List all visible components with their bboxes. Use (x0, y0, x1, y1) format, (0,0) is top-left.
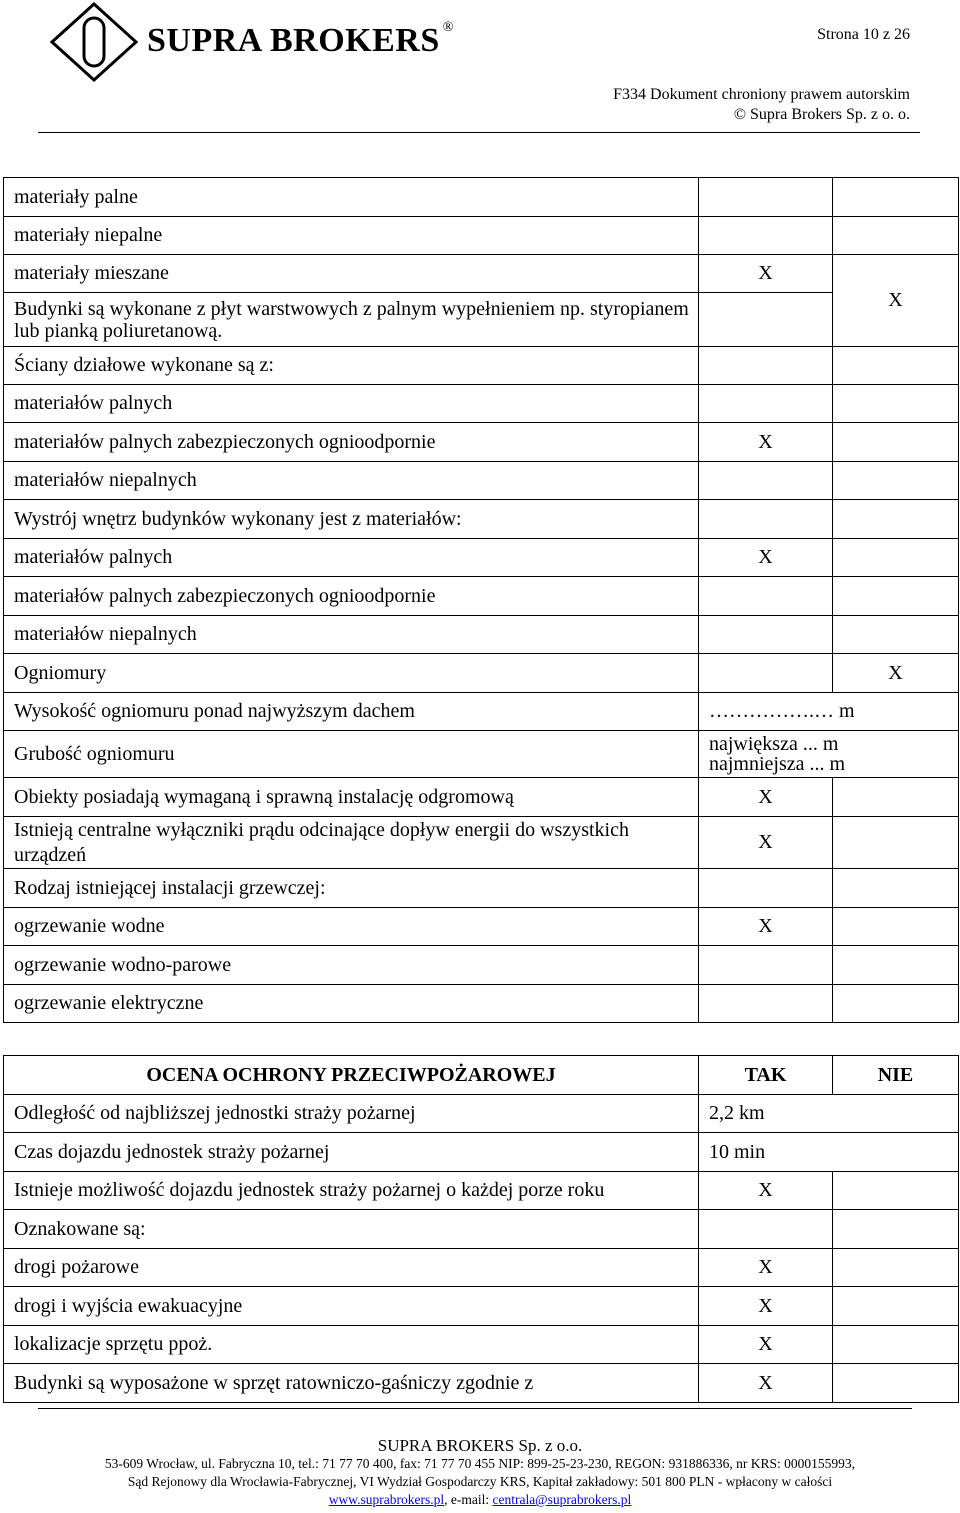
tak-cell: X (699, 1287, 833, 1326)
tak-cell: X (699, 1172, 833, 1210)
nie-cell (833, 817, 959, 869)
table-row (4, 1287, 959, 1326)
nie-cell (833, 778, 959, 817)
footer-contact (0, 1492, 960, 1508)
nie-cell: X (833, 654, 959, 693)
nie-cell (833, 616, 959, 654)
email-link[interactable]: centrala@suprabrokers.pl (492, 1492, 632, 1507)
table-row (4, 255, 959, 293)
tak-cell: X (699, 539, 833, 577)
tak-cell (699, 217, 833, 255)
tak-cell: X (699, 423, 833, 462)
row-label: lokalizacje sprzętu ppoż. (4, 1326, 699, 1364)
nie-cell (833, 347, 959, 385)
row-label: Odległość od najbliższej jednostki straży pożarnej (4, 1095, 699, 1133)
nie-cell: X (833, 255, 959, 347)
table-row (4, 908, 959, 946)
thickness-min: najmniejsza ... m (709, 753, 846, 775)
nie-cell (833, 1287, 959, 1326)
nie-cell (833, 869, 959, 908)
footer-court: Sąd Rejonowy dla Wrocławia-Fabrycznej, VI Wydział Gospodarczy KRS, Kapitał zakładowy: 501 800 PLN - wpłacony w całości (127, 1474, 833, 1489)
ogniomur-thickness-value (699, 731, 959, 778)
nie-cell (833, 500, 959, 539)
building-construction-table (3, 177, 959, 1023)
row-label: drogi pożarowe (4, 1249, 699, 1287)
row-label: materiały mieszane (4, 255, 699, 293)
tak-cell (699, 178, 833, 217)
page-number: Strona 10 z 26 (817, 26, 910, 43)
tak-cell (699, 869, 833, 908)
nie-cell (833, 385, 959, 423)
nie-cell (833, 985, 959, 1023)
table-row (4, 1364, 959, 1403)
nie-cell (833, 1172, 959, 1210)
table-header-row (4, 1056, 959, 1095)
copyright-notice: F334 Dokument chroniony prawem autorskim (613, 86, 910, 103)
table-row (4, 423, 959, 462)
brand-name: SUPRA BROKERS ® (147, 20, 454, 59)
tak-header: TAK (699, 1056, 833, 1095)
row-label: Czas dojazdu jednostek straży pożarnej (4, 1133, 699, 1172)
nie-cell (833, 539, 959, 577)
table-row (4, 693, 959, 731)
row-label: Rodzaj istniejącej instalacji grzewczej: (4, 869, 699, 908)
tak-cell: X (699, 255, 833, 293)
tak-cell (699, 347, 833, 385)
nie-header: NIE (833, 1056, 959, 1095)
nie-cell (833, 1326, 959, 1364)
section-title: OCENA OCHRONY PRZECIWPOŻAROWEJ (4, 1056, 699, 1095)
tak-cell (699, 946, 833, 985)
nie-cell (833, 462, 959, 500)
row-label: materiałów palnych zabezpieczonych ognioodpornie (4, 423, 699, 462)
row-label: materiałów palnych zabezpieczonych ognioodpornie (4, 577, 699, 616)
tak-cell: X (699, 1326, 833, 1364)
tak-cell (699, 1210, 833, 1249)
supra-brokers-logo-icon (50, 2, 138, 82)
table-row (4, 1095, 959, 1133)
tak-cell (699, 616, 833, 654)
table-row (4, 1210, 959, 1249)
nie-cell (833, 1249, 959, 1287)
row-label: Oznakowane są: (4, 1210, 699, 1249)
row-label: ogrzewanie wodne (4, 908, 699, 946)
nie-cell (833, 946, 959, 985)
row-label: materiałów niepalnych (4, 462, 699, 500)
table-row (4, 654, 959, 693)
row-label: materiałów palnych (4, 539, 699, 577)
table-row (4, 385, 959, 423)
tak-cell: X (699, 908, 833, 946)
tak-cell (699, 500, 833, 539)
fire-station-distance-value: 2,2 km (699, 1095, 959, 1133)
row-label: materiały palne (4, 178, 699, 217)
row-label: ogrzewanie elektryczne (4, 985, 699, 1023)
fire-protection-table (3, 1055, 959, 1403)
nie-cell (833, 217, 959, 255)
tak-cell: X (699, 778, 833, 817)
row-label: Istnieje możliwość dojazdu jednostek straży pożarnej o każdej porze roku (4, 1172, 699, 1210)
row-label: materiałów palnych (4, 385, 699, 423)
row-label: drogi i wyjścia ewakuacyjne (4, 1287, 699, 1326)
nie-cell (833, 1210, 959, 1249)
table-row (4, 1133, 959, 1172)
table-row (4, 946, 959, 985)
header-divider (38, 132, 920, 133)
table-row (4, 1326, 959, 1364)
footer-divider (38, 1408, 912, 1409)
row-label: materiały niepalne (4, 217, 699, 255)
table-row (4, 293, 959, 347)
table-row (4, 1172, 959, 1210)
row-label: Grubość ogniomuru (4, 731, 699, 778)
table-row (4, 869, 959, 908)
website-link[interactable]: www.suprabrokers.pl (328, 1492, 445, 1507)
footer-address: 53-609 Wrocław, ul. Fabryczna 10, tel.: 71 77 70 400, fax: 71 77 70 455 NIP: 899-25-23-230, REGON: 931886336, nr KRS: 0000155993, (104, 1456, 856, 1471)
tak-cell: X (699, 1249, 833, 1287)
footer-company: SUPRA BROKERS Sp. z o.o. (377, 1436, 583, 1455)
page-header (0, 0, 960, 140)
table-row (4, 616, 959, 654)
tak-cell (699, 654, 833, 693)
table-row (4, 1249, 959, 1287)
thickness-max: największa ... m (709, 733, 839, 755)
copyright-owner: © Supra Brokers Sp. z o. o. (733, 106, 910, 123)
nie-cell (833, 908, 959, 946)
row-label: Istnieją centralne wyłączniki prądu odcinające dopływ energii do wszystkich urządzeń (4, 817, 699, 869)
row-label: Budynki są wyposażone w sprzęt ratowniczo-gaśniczy zgodnie z (4, 1364, 699, 1403)
row-label: materiałów niepalnych (4, 616, 699, 654)
row-label: Budynki są wykonane z płyt warstwowych z palnym wypełnieniem np. styropianem lub pianką poliuretanową. (4, 293, 699, 347)
table-row (4, 731, 959, 778)
email-label: , e-mail: (444, 1492, 493, 1507)
tak-cell (699, 985, 833, 1023)
table-row (4, 778, 959, 817)
row-label: Wystrój wnętrz budynków wykonany jest z materiałów: (4, 500, 699, 539)
tak-cell (699, 462, 833, 500)
row-label: ogrzewanie wodno-parowe (4, 946, 699, 985)
arrival-time-value: 10 min (699, 1133, 959, 1172)
registered-mark-icon: ® (442, 20, 454, 35)
table-row (4, 347, 959, 385)
row-label: Obiekty posiadają wymaganą i sprawną instalację odgromową (4, 778, 699, 817)
row-label: Ogniomury (4, 654, 699, 693)
tak-cell (699, 577, 833, 616)
table-row (4, 500, 959, 539)
table-row (4, 577, 959, 616)
nie-cell (833, 423, 959, 462)
row-label: Ściany działowe wykonane są z: (4, 347, 699, 385)
table-row (4, 462, 959, 500)
ogniomur-height-value: …………….… m (699, 693, 959, 731)
table-row (4, 985, 959, 1023)
tak-cell (699, 293, 833, 347)
table-row (4, 817, 959, 869)
table-row (4, 539, 959, 577)
table-row (4, 178, 959, 217)
table-row (4, 217, 959, 255)
tak-cell: X (699, 1364, 833, 1403)
tak-cell (699, 385, 833, 423)
tak-cell: X (699, 817, 833, 869)
nie-cell (833, 577, 959, 616)
nie-cell (833, 178, 959, 217)
row-label: Wysokość ogniomuru ponad najwyższym dachem (4, 693, 699, 731)
nie-cell (833, 1364, 959, 1403)
